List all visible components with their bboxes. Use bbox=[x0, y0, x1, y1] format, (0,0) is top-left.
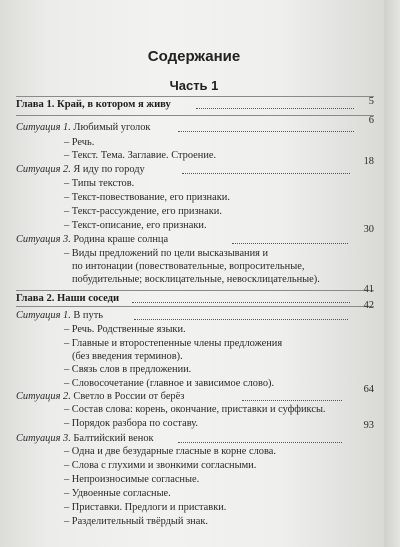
situation-page: 30 bbox=[363, 224, 374, 235]
situation-label: Ситуация 2. bbox=[16, 164, 71, 175]
topic-item: – Состав слова: корень, окончание, приставки и суффиксы. bbox=[64, 404, 326, 415]
topic-item: – Главные и второстепенные члены предложения bbox=[64, 338, 283, 349]
topic-item: – Непроизносимые согласные. bbox=[64, 474, 200, 485]
topic-item: – Разделительный твёрдый знак. bbox=[64, 516, 208, 527]
topic-item: – Слова с глухими и звонкими согласными. bbox=[64, 460, 257, 471]
topic-item: – Словосочетание (главное и зависимое слово). bbox=[64, 378, 275, 389]
topic-item: – Удвоенные согласные. bbox=[64, 488, 171, 499]
page-title: Содержание bbox=[147, 48, 241, 65]
situation-2-2 bbox=[16, 391, 184, 403]
situation-2-3 bbox=[16, 433, 154, 445]
situation-page: 6 bbox=[368, 115, 374, 126]
situation-page: 42 bbox=[363, 300, 374, 311]
situation-1-3 bbox=[16, 234, 168, 246]
topic-item: побудительные; восклицательные, невосклицательные). bbox=[72, 274, 320, 285]
chapter-2-page: 41 bbox=[363, 284, 374, 295]
situation-label: Ситуация 2. bbox=[16, 391, 71, 402]
topic-item: – Речь. bbox=[64, 137, 95, 148]
topic-item: по интонации (повествовательные, вопросительные, bbox=[72, 261, 305, 272]
chapter-2-title: Глава 2. Наши соседи bbox=[16, 293, 120, 304]
situation-name: Балтийский венок bbox=[73, 433, 154, 444]
topic-item: – Порядок разбора по составу. bbox=[64, 418, 199, 429]
situation-label: Ситуация 1. bbox=[16, 310, 71, 321]
topic-item: – Связь слов в предложении. bbox=[64, 364, 192, 375]
situation-1-1 bbox=[16, 122, 150, 134]
topic-item: – Речь. Родственные языки. bbox=[64, 324, 186, 335]
part-heading: Часть 1 bbox=[169, 78, 219, 93]
situation-name: Я иду по городу bbox=[73, 164, 145, 175]
topic-item: – Текст-повествование, его признаки. bbox=[64, 192, 230, 203]
topic-item: – Текст-описание, его признаки. bbox=[64, 220, 207, 231]
situation-2-1 bbox=[16, 310, 103, 322]
situation-name: Родина краше солнца bbox=[73, 234, 169, 245]
situation-name: Светло в России от берёз bbox=[73, 391, 185, 402]
topic-item: (без введения терминов). bbox=[72, 351, 183, 362]
chapter-1-page: 5 bbox=[368, 96, 374, 107]
topic-item: – Типы текстов. bbox=[64, 178, 135, 189]
chapter-1-title: Глава 1. Край, в котором я живу bbox=[16, 99, 171, 110]
situation-page: 93 bbox=[363, 420, 374, 431]
situation-label: Ситуация 1. bbox=[16, 122, 71, 133]
situation-name: Любимый уголок bbox=[73, 122, 151, 133]
divider bbox=[16, 115, 374, 116]
situation-page: 18 bbox=[363, 156, 374, 167]
situation-label: Ситуация 3. bbox=[16, 234, 71, 245]
topic-item: – Виды предложений по цели высказывания и bbox=[64, 248, 269, 259]
situation-name: В путь bbox=[73, 310, 103, 321]
situation-label: Ситуация 3. bbox=[16, 433, 71, 444]
situation-1-2 bbox=[16, 164, 145, 176]
situation-page: 64 bbox=[363, 384, 374, 395]
topic-item: – Приставки. Предлоги и приставки. bbox=[64, 502, 227, 513]
topic-item: – Текст. Тема. Заглавие. Строение. bbox=[64, 150, 217, 161]
topic-item: – Текст-рассуждение, его признаки. bbox=[64, 206, 222, 217]
topic-item: – Одна и две безударные гласные в корне слова. bbox=[64, 446, 276, 457]
